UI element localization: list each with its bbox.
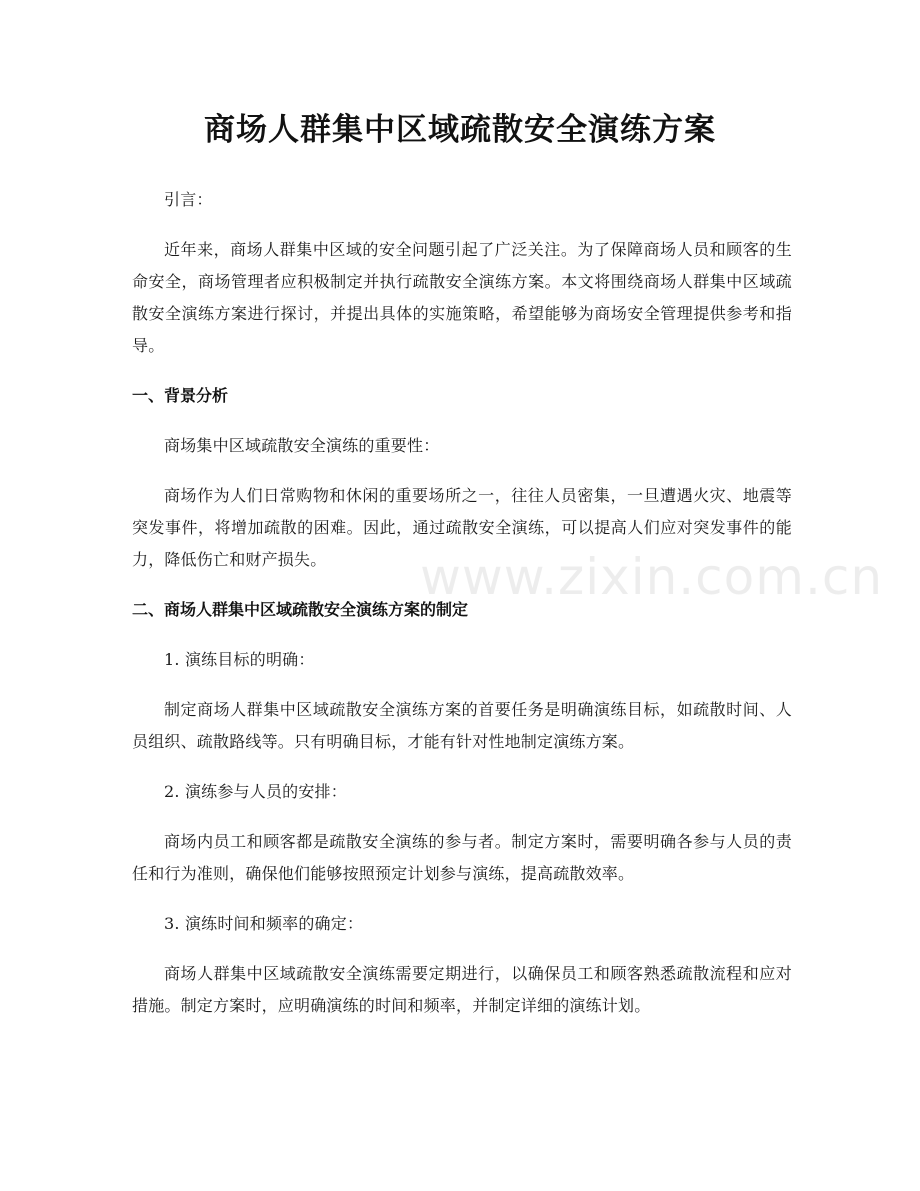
intro-paragraph: 近年来，商场人群集中区域的安全问题引起了广泛关注。为了保障商场人员和顾客的生命安全，商场管理者应积极制定并执行疏散安全演练方案。本文将围绕商场人群集中区域疏散安全演练方案进行探讨，并提出具体的实施策略，希望能够为商场安全管理提供参考和指导。: [132, 240, 792, 355]
document-title: 商场人群集中区域疏散安全演练方案: [204, 112, 716, 148]
subsection-schedule-label: 3. 演练时间和频率的确定：: [164, 914, 364, 933]
section-heading-background: 一、背景分析: [132, 386, 229, 405]
section-heading-plan: 二、商场人群集中区域疏散安全演练方案的制定: [132, 600, 469, 619]
subsection-participants-label: 2. 演练参与人员的安排：: [164, 782, 347, 801]
watermark: www.zixin.com.cn: [420, 548, 884, 606]
document-body: [132, 184, 792, 1040]
schedule-paragraph: 商场人群集中区域疏散安全演练需要定期进行，以确保员工和顾客熟悉疏散流程和应对措施。制定方案时，应明确演练的时间和频率，并制定详细的演练计划。: [132, 964, 792, 1015]
background-paragraph: 商场作为人们日常购物和休闲的重要场所之一，往往人员密集，一旦遭遇火灾、地震等突发事件，将增加疏散的困难。因此，通过疏散安全演练，可以提高人们应对突发事件的能力，降低伤亡和财产损失。: [132, 486, 792, 569]
intro-label: 引言：: [164, 190, 213, 209]
goal-paragraph: 制定商场人群集中区域疏散安全演练方案的首要任务是明确演练目标，如疏散时间、人员组织、疏散路线等。只有明确目标，才能有针对性地制定演练方案。: [132, 700, 792, 751]
subsection-goal-label: 1. 演练目标的明确：: [164, 650, 315, 669]
importance-label: 商场集中区域疏散安全演练的重要性：: [164, 436, 440, 455]
participants-paragraph: 商场内员工和顾客都是疏散安全演练的参与者。制定方案时，需要明确各参与人员的责任和行为准则，确保他们能够按照预定计划参与演练，提高疏散效率。: [132, 832, 792, 883]
